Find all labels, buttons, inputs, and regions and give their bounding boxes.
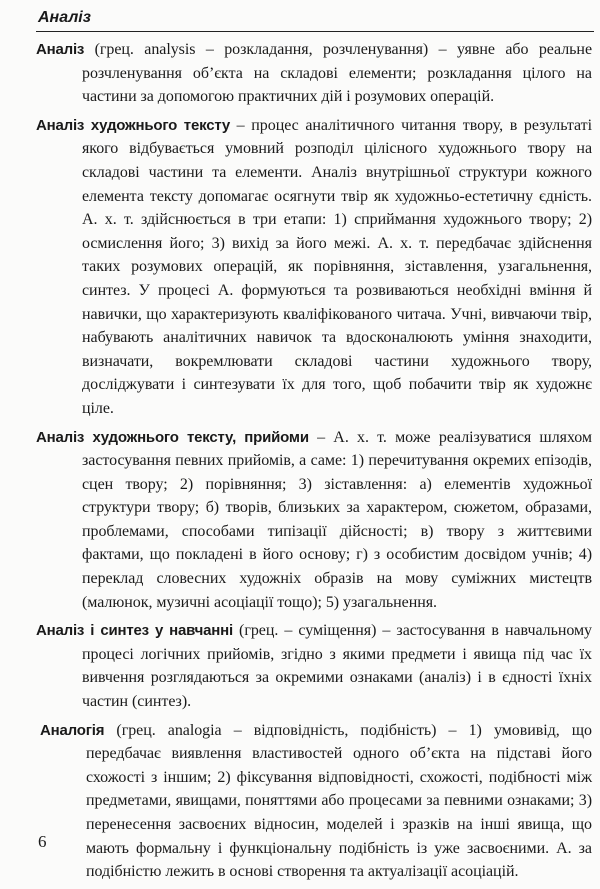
page-number: 6 — [38, 832, 47, 851]
entry-definition: (грец. analysis – розкладання, розчленування) – уявне або реальне розчленування об’єкта на складові елементи; розкладання цілого на частини за допомогою практичних дій і розумових операцій. — [82, 41, 592, 106]
entry-term: Аналіз художнього тексту, прийоми — [36, 428, 309, 446]
entry-analiz-tekstu-pryiomy — [36, 426, 592, 615]
dictionary-entries — [36, 38, 592, 889]
entry-analiz — [36, 38, 592, 109]
entry-definition: (грец. analogia – відповідність, подібність) – 1) умовивід, що передбачає виявлення властивостей одного об’єкта на підставі його схожості з іншим; 2) фіксування відповідності, схожості, подібності між предметами, явищами, поняттями або процесами за певними ознаками; 3) перенесення засвоєних відносин, моделей і зразків на інші явища, що мають формальну і функціональну подібність із уже засвоєними. А. за подібністю лежить в основі створення та актуалізації асоціацій. — [86, 721, 592, 881]
running-head: Аналіз — [38, 9, 91, 26]
entry-analohiia — [40, 719, 592, 884]
entry-term: Аналіз — [36, 41, 85, 58]
entry-definition: – процес аналітичного читання твору, в результаті якого відбувається умовний розподіл цілісного художнього твору на складові частини та елементи. Аналіз внутрішньої структури кожного елемента тексту допомагає осягнути твір як художньо-естетичну єдність. А. х. т. здійснюється в три етапи: 1) сприймання художнього твору; 2) осмислення його; 3) вихід за його межі. А. х. т. передбачає здійснення таких розумових операцій, як порівняння, зіставлення, узагальнення, синтез. У процесі А. формуються та розвиваються необхідні вміння й навички, що характеризують кваліфікованого читача. Учні, вивчаючи твір, набувають аналітичних навичок та вдосконалюють уміння знаходити, визначати, вокремлювати складові частини художнього твору, досліджувати і синтезувати їх для того, щоб побачити твір як художнє ціле. — [82, 116, 592, 417]
entry-term: Аналіз і синтез у навчанні — [36, 622, 233, 640]
entry-term: Аналогія — [40, 721, 105, 739]
entry-analiz-khudozhnoho-tekstu — [36, 114, 592, 421]
entry-definition: – А. х. т. може реалізуватися шляхом застосування певних прийомів, а саме: 1) перечитування окремих епізодів, сцен твору; 2) порівняння; 3) зіставлення: а) елементів художньої структури твору; б) творів, близьких за характером, сюжетом, образами, проблемами, способами типізації дійсності; в) твору з життєвими фактами, що покладені в його основу; г) з особистим досвідом учнів; 4) переклад словесних художніх образів на мову суміжних мистецтв (малюнок, музичні асоціації тощо); 5) узагальнення. — [82, 428, 593, 611]
entry-analiz-i-syntez — [36, 619, 592, 713]
entry-definition: (грец. – суміщення) – застосування в навчальному процесі логічних прийомів, згідно з якими предмети і явища під час їх вивчення розглядаються за окремими ознаками (аналіз) і в єдності їхніх частин (синтез). — [82, 622, 593, 711]
header-rule — [36, 31, 594, 32]
entry-term: Аналіз художнього тексту — [36, 116, 231, 134]
